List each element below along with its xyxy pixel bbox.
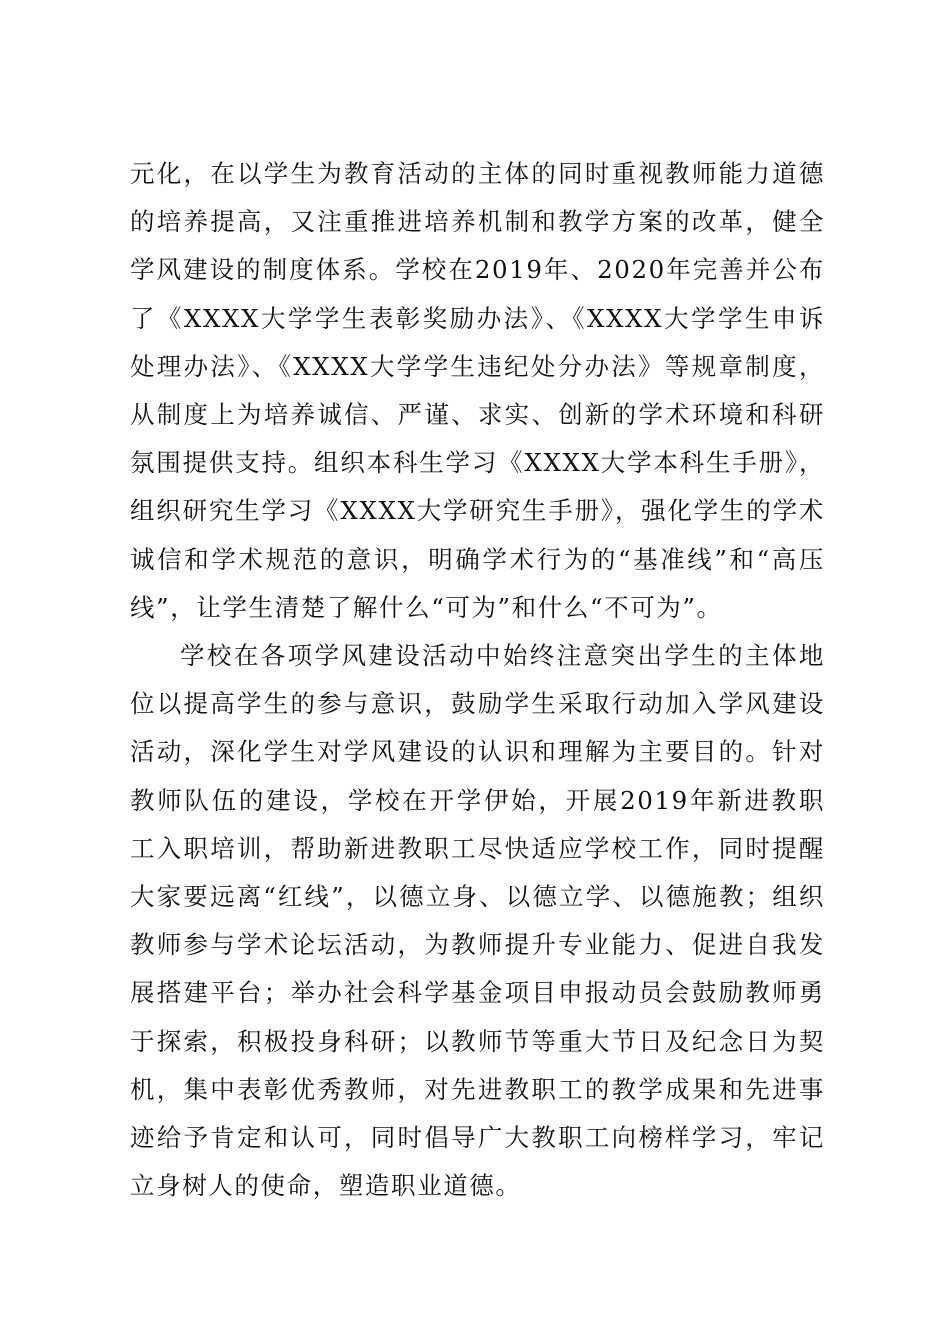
body-text [130,150,825,1210]
paragraph-teacher-building: 学校在各项学风建设活动中始终注意突出学生的主体地位以提高学生的参与意识，鼓励学生采取行动加入学风建设活动，深化学生对学风建设的认识和理解为主要目的。针对教师队伍的建设，学校在开学伊始，开展2019年新进教职工入职培训，帮助新进教职工尽快适应学校工作，同时提醒大家要远离“红线”，以德立身、以德立学、以德施教；组织教师参与学术论坛活动，为教师提升专业能力、促进自我发展搭建平台；举办社会科学基金项目申报动员会鼓励教师勇于探索，积极投身科研；以教师节等重大节日及纪念日为契机，集中表彰优秀教师，对先进教职工的教学成果和先进事迹给予肯定和认可，同时倡导广大教职工向榜样学习，牢记立身树人的使命，塑造职业道德。 [130,641,825,1201]
paragraph-continued: 元化，在以学生为教育活动的主体的同时重视教师能力道德的培养提高，又注重推进培养机制和教学方案的改革，健全学风建设的制度体系。学校在2019年、2020年完善并公布了《XXXX大学学生表彰奖励办法》、《XXXX大学学生申诉处理办法》、《XXXX大学学生违纪处分办法》等规章制度，从制度上为培养诚信、严谨、求实、创新的学术环境和科研氛围提供支持。组织本科生学习《XXXX大学本科生手册》，组织研究生学习《XXXX大学研究生手册》，强化学生的学术诚信和学术规范的意识，明确学术行为的“基准线”和“高压线”，让学生清楚了解什么“可为”和什么“不可为”。 [130,159,825,622]
